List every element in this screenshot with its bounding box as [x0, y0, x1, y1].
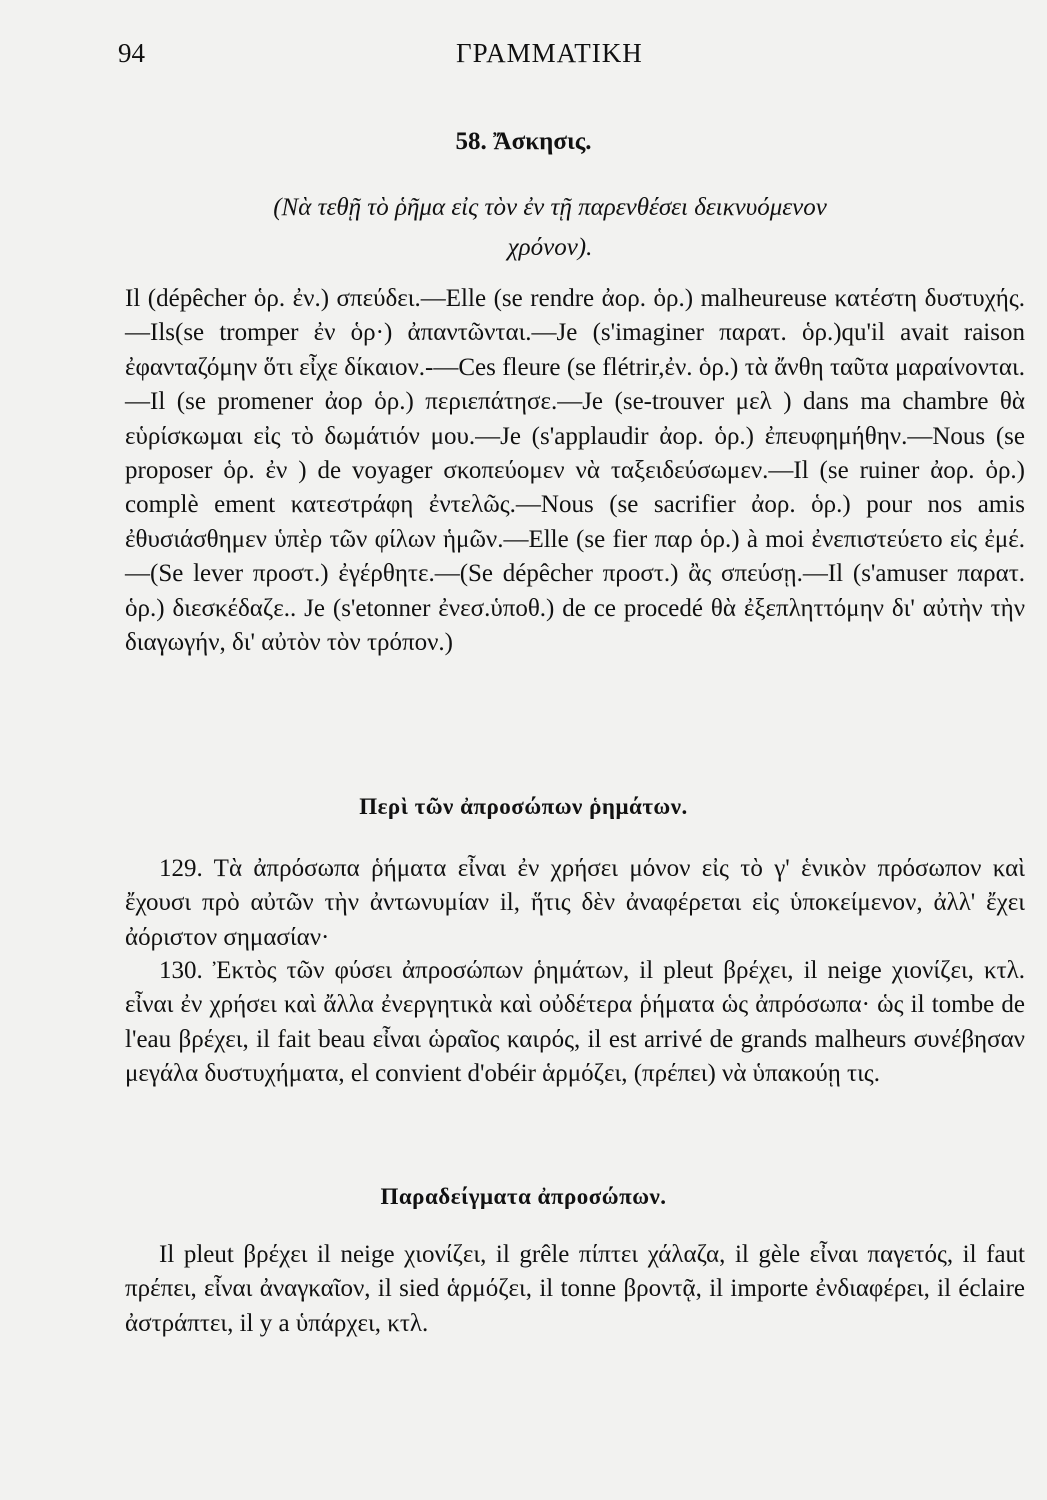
exercise-heading: 58. Ἄσκησις.: [455, 128, 592, 155]
exercise-text: Il (dépêcher ὁρ. ἐν.) σπεύδει.—Elle (se rendre ἀορ. ὁρ.) malheureuse κατέστη δυστυχής.—Ils(se tromper ἐν ὁρ·) ἀπαντῶνται.—Je (s'imaginer παρατ. ὁρ.)qu'il avait raison ἐφανταζόμην ὅτι εἶχε δίκαιον.-—Ces fleure (se flétrir,ἐν. ὁρ.) τὰ ἄνθη ταῦτα μαραίνονται.—Il (se promener ἀορ ὁρ.) περιεπάτησε.—Je (se-trouver μελ ) dans ma chambre θὰ εὑρίσκωμαι εἰς τὸ δωμάτιόν μου.—Je (s'applaudir ἀορ. ὁρ.) ἐπευφημήθην.—Nous (se proposer ὁρ. ἐν ) de voyager σκοπεύομεν νὰ ταξειδεύσωμεν.—Il (se ruiner ἀορ. ὁρ.) complè ement κατεστράφη ἐντελῶς.—Nous (se sacrifier ἀορ. ὁρ.) pour nos amis ἐθυσιάσθημεν ὑπὲρ τῶν φίλων ἡμῶν.—Elle (se fier παρ ὁρ.) à moi ἐνεπιστεύετο εἰς ἐμέ.—(Se lever προστ.) ἐγέρθητε.—(Se dépêcher προστ.) ἂς σπεύσῃ.—Il (s'amuser παρατ. ὁρ.) διεσκέδαζε.. Je (s'etonner ἐνεσ.ὑποθ.) de ce procedé θὰ ἐξεπληττόμην δι' αὐτὴν τὴν διαγωγήν, δι' αὐτὸν τὸν τρόπον.): [125, 285, 1025, 657]
section-heading-impersonal-verbs: Περὶ τῶν ἀπροσώπων ῥημάτων.: [359, 794, 688, 819]
examples-text: Il pleut βρέχει il neige χιονίζει, il grêle πίπτει χάλαζα, il gèle εἶναι παγετός, il faut πρέπει, εἶναι ἀναγκαῖον, il sied ἁρμόζει, il tonne βροντᾷ, il importe ἐνδιαφέρει, il éclaire ἀστράπτει, il y a ὑπάρχει, κτλ.: [125, 1241, 1025, 1337]
running-head: [118, 38, 1047, 78]
running-title: ΓΡΑΜΜΑΤΙΚΗ: [456, 38, 643, 68]
section-heading-examples: Παραδείγματα ἀπροσώπων.: [380, 1184, 667, 1209]
page-number: 94: [118, 38, 145, 68]
paragraph-129: 129. Τὰ ἀπρόσωπα ῥήματα εἶναι ἐν χρήσει μόνον εἰς τὸ γ' ἑνικὸν πρόσωπον καὶ ἔχουσι πρὸ αὐτῶν τὴν ἀντωνυμίαν il, ἥτις δὲν ἀναφέρεται εἰς ὑποκείμενον, ἀλλ' ἔχει ἀόριστον σημασίαν·: [125, 855, 1025, 951]
paragraph-130: 130. Ἐκτὸς τῶν φύσει ἀπροσώπων ῥημάτων, il pleut βρέχει, il neige χιονίζει, κτλ. εἶναι ἐν χρήσει καὶ ἄλλα ἐνεργητικὰ καὶ οὐδέτερα ῥήματα ὡς ἀπρόσωπα· ὡς il tombe de l'eau βρέχει, il fait beau εἶναι ὡραῖος καιρός, il est arrivé de grands malheurs συνέβησαν μεγάλα δυστυχήματα, el convient d'obéir ἁρμόζει, (πρέπει) νὰ ὑπακούῃ τις.: [125, 957, 1025, 1088]
exercise-instruction: (Νὰ τεθῇ τὸ ῥῆμα εἰς τὸν ἐν τῇ παρενθέσει δεικνυόμενον χρόνον).: [273, 194, 827, 261]
